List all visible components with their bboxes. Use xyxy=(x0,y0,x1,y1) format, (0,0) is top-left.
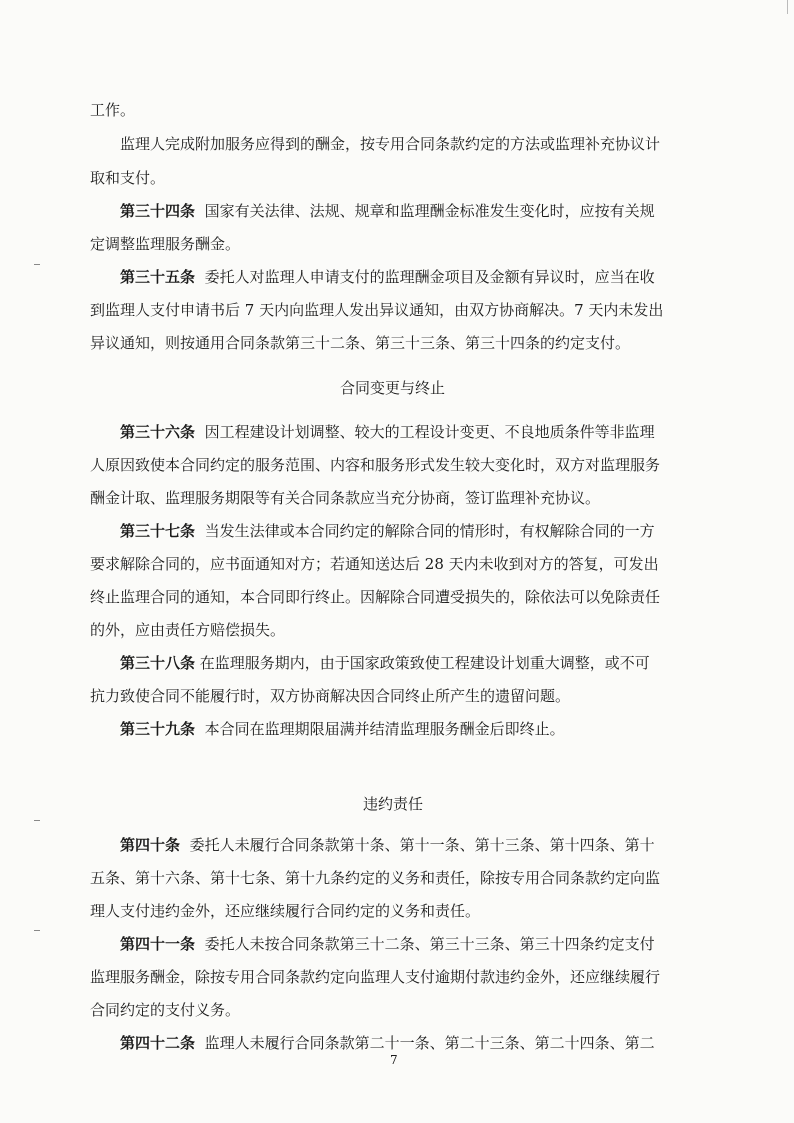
article-label: 第四十一条 xyxy=(120,935,196,953)
article-36: 第三十六条 因工程建设计划调整、较大的工程设计变更、不良地质条件等非监理 xyxy=(120,423,655,441)
article-41: 第四十一条 委托人未按合同条款第三十二条、第三十三条、第三十四条约定支付 xyxy=(120,935,655,953)
section-heading-change-termination: 合同变更与终止 xyxy=(340,379,446,397)
article-label: 第四十二条 xyxy=(120,1034,196,1052)
text-line: 酬金计取、监理服务期限等有关合同条款应当充分协商，签订监理补充协议。 xyxy=(90,489,601,507)
article-label: 第三十七条 xyxy=(120,522,196,540)
article-label: 第三十六条 xyxy=(120,423,196,441)
article-label: 第三十九条 xyxy=(120,720,196,738)
article-label: 第三十四条 xyxy=(120,202,196,220)
article-38: 第三十八条 在监理服务期内，由于国家政策致使工程建设计划重大调整，或不可 xyxy=(120,654,650,672)
article-label: 第四十条 xyxy=(120,836,181,854)
text-line: 到监理人支付申请书后 7 天内向监理人发出异议通知，由双方协商解决。7 天内未发出 xyxy=(90,301,664,319)
scan-edge-mark xyxy=(779,0,788,14)
section-heading-breach-liability: 违约责任 xyxy=(363,795,424,813)
text-line: 监理人完成附加服务应得到的酬金，按专用合同条款约定的方法或监理补充协议计 xyxy=(120,135,661,153)
text-line: 人原因致使本合同约定的服务范围、内容和服务形式发生较大变化时，双方对监理服务 xyxy=(90,456,661,474)
text-line: 监理服务酬金，除按专用合同条款约定向监理人支付逾期付款违约金外，还应继续履行 xyxy=(90,968,661,986)
scan-mark xyxy=(34,264,40,265)
article-37: 第三十七条 当发生法律或本合同约定的解除合同的情形时，有权解除合同的一方 xyxy=(120,522,655,540)
scan-mark xyxy=(34,930,40,931)
article-34: 第三十四条 国家有关法律、法规、规章和监理酬金标准发生变化时，应按有关规 xyxy=(120,202,655,220)
article-label: 第三十八条 xyxy=(120,654,196,672)
text-line: 工作。 xyxy=(90,101,136,119)
article-35: 第三十五条 委托人对监理人申请支付的监理酬金项目及金额有异议时，应当在收 xyxy=(120,268,655,286)
text-line: 理人支付违约金外，还应继续履行合同约定的义务和责任。 xyxy=(90,902,481,920)
text-line: 的外，应由责任方赔偿损失。 xyxy=(90,621,286,639)
scan-mark xyxy=(34,820,40,821)
article-label: 第三十五条 xyxy=(120,268,196,286)
page-number: 7 xyxy=(390,1053,398,1067)
text-line: 五条、第十六条、第十七条、第十九条约定的义务和责任，除按专用合同条款约定向监 xyxy=(90,869,661,887)
text-line: 异议通知，则按通用合同条款第三十二条、第三十三条、第三十四条的约定支付。 xyxy=(90,334,631,352)
text-line: 要求解除合同的，应书面通知对方；若通知送达后 28 天内未收到对方的答复，可发出 xyxy=(90,555,659,573)
text-line: 定调整监理服务酬金。 xyxy=(90,235,241,253)
text-line: 抗力致使合同不能履行时，双方协商解决因合同终止所产生的遗留问题。 xyxy=(90,687,571,705)
article-42: 第四十二条 监理人未履行合同条款第二十一条、第二十三条、第二十四条、第二 xyxy=(120,1034,655,1052)
text-line: 合同约定的支付义务。 xyxy=(90,1001,241,1019)
text-line: 终止监理合同的通知，本合同即行终止。因解除合同遭受损失的，除依法可以免除责任 xyxy=(90,588,661,606)
text-line: 取和支付。 xyxy=(90,169,166,187)
article-39: 第三十九条 本合同在监理期限届满并结清监理服务酬金后即终止。 xyxy=(120,720,565,738)
article-40: 第四十条 委托人未履行合同条款第十条、第十一条、第十三条、第十四条、第十 xyxy=(120,836,655,854)
